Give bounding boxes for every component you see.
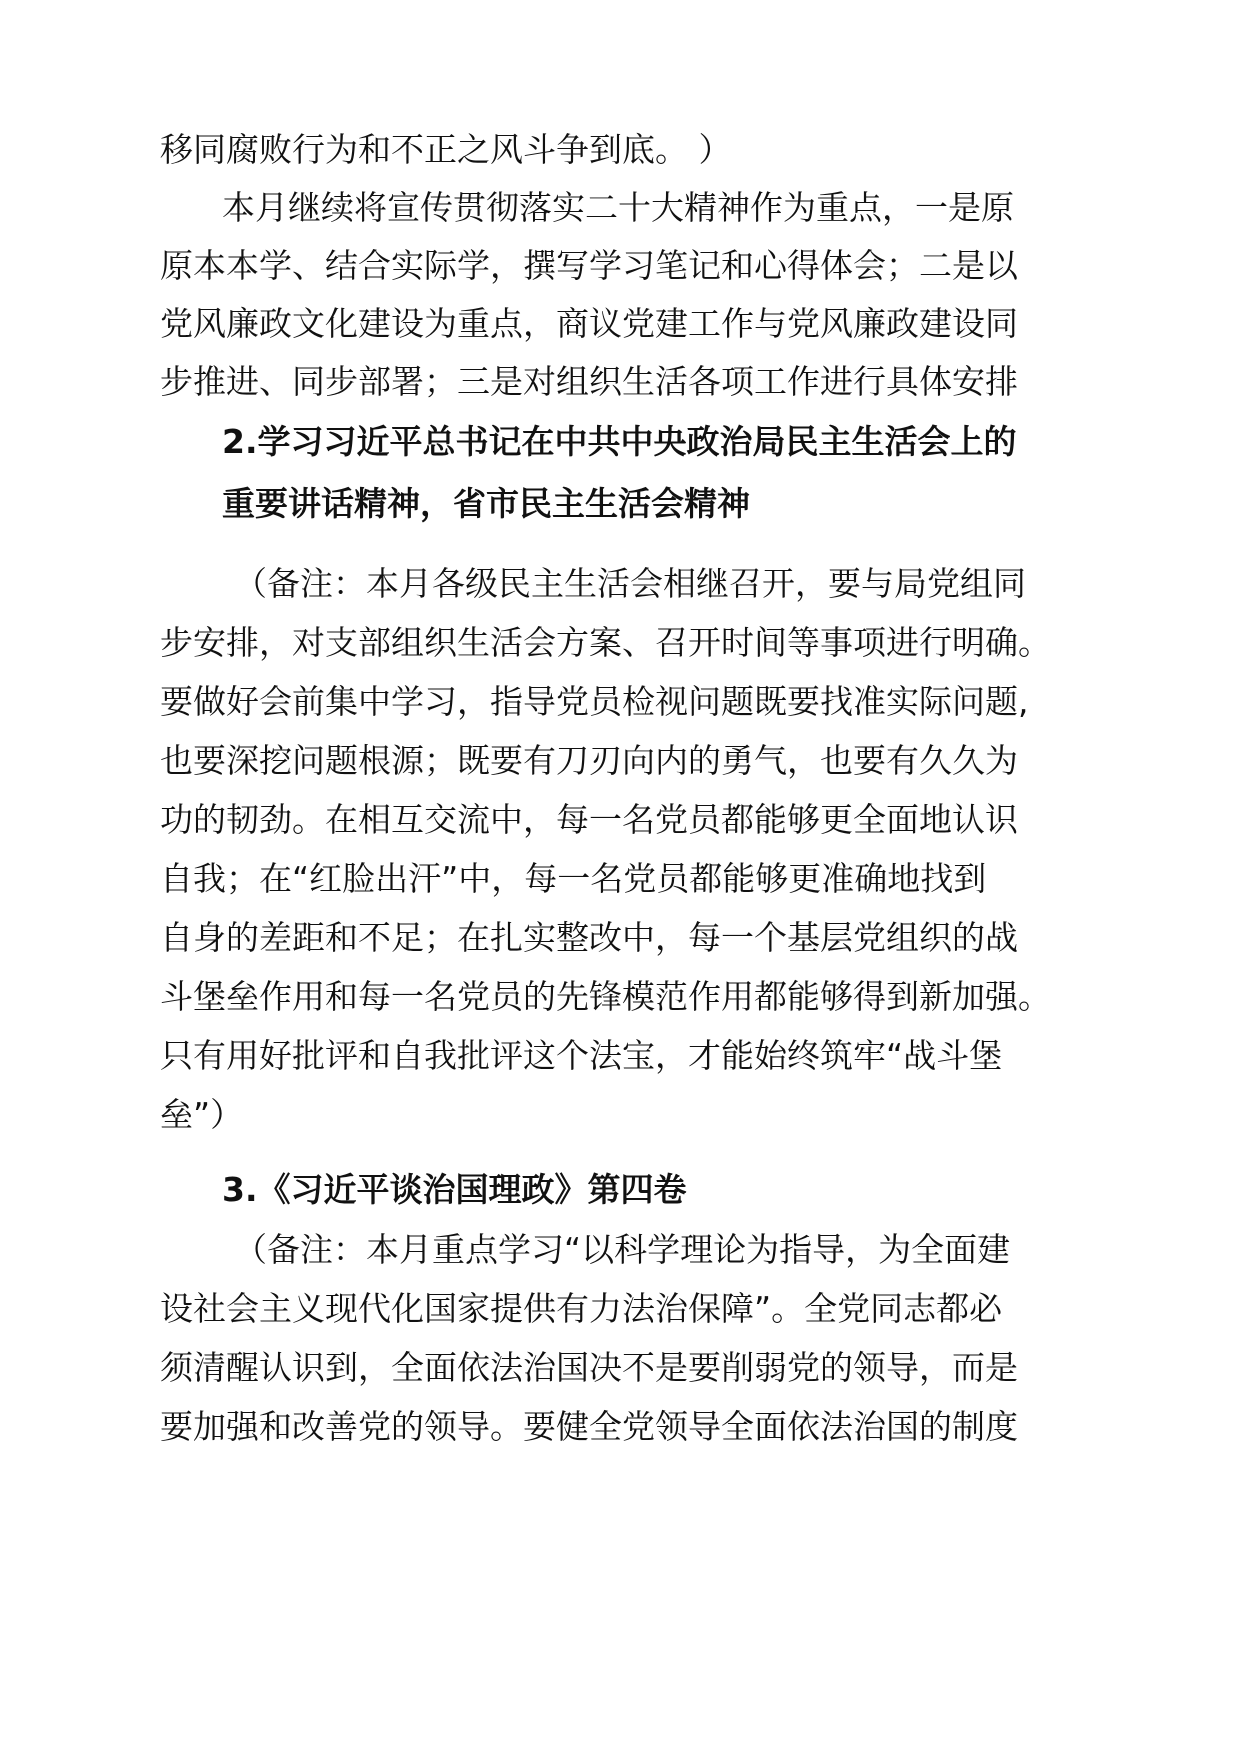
paragraph-line: 本月继续将宣传贯彻落实二十大精神作为重点，一是原: [222, 188, 1014, 227]
paragraph-line: 自我；在“红脸出汗”中，每一名党员都能够更准确地找到: [160, 859, 987, 898]
paragraph-line: 步推进、同步部署；三是对组织生活各项工作进行具体安排: [160, 362, 1018, 401]
paragraph-line: 原本本学、结合实际学，撰写学习笔记和心得体会；二是以: [160, 246, 1018, 285]
section-heading: 3.《习近平谈治国理政》第四卷: [222, 1170, 687, 1209]
paragraph-line: 要加强和改善党的领导。要健全党领导全面依法治国的制度: [160, 1407, 1018, 1446]
text-line: 移同腐败行为和不正之风斗争到底。 ）: [160, 130, 732, 169]
paragraph-line: 也要深挖问题根源；既要有刀刃向内的勇气，也要有久久为: [160, 741, 1018, 780]
section-heading: 重要讲话精神，省市民主生活会精神: [222, 484, 750, 523]
paragraph-line: 步安排，对支部组织生活会方案、召开时间等事项进行明确。: [160, 623, 1051, 662]
paragraph-line: 须清醒认识到，全面依法治国决不是要削弱党的领导，而是: [160, 1348, 1018, 1387]
section-heading: 2.学习习近平总书记在中共中央政治局民主生活会上的: [222, 422, 1017, 461]
paragraph-line: 垒”）: [160, 1095, 244, 1134]
paragraph-line: （备注：本月重点学习“以科学理论为指导，为全面建: [234, 1230, 1011, 1269]
paragraph-line: 党风廉政文化建设为重点，商议党建工作与党风廉政建设同: [160, 304, 1018, 343]
paragraph-line: 只有用好批评和自我批评这个法宝，才能始终筑牢“战斗堡: [160, 1036, 1003, 1075]
paragraph-line: 设社会主义现代化国家提供有力法治保障”。全党同志都必: [160, 1289, 1003, 1328]
paragraph-line: （备注：本月各级民主生活会相继召开，要与局党组同: [234, 564, 1026, 603]
paragraph-line: 要做好会前集中学习，指导党员检视问题既要找准实际问题,: [160, 682, 1029, 721]
paragraph-line: 功的韧劲。在相互交流中，每一名党员都能够更全面地认识: [160, 800, 1018, 839]
paragraph-line: 自身的差距和不足；在扎实整改中，每一个基层党组织的战: [160, 918, 1018, 957]
paragraph-line: 斗堡垒作用和每一名党员的先锋模范作用都能够得到新加强。: [160, 977, 1051, 1016]
